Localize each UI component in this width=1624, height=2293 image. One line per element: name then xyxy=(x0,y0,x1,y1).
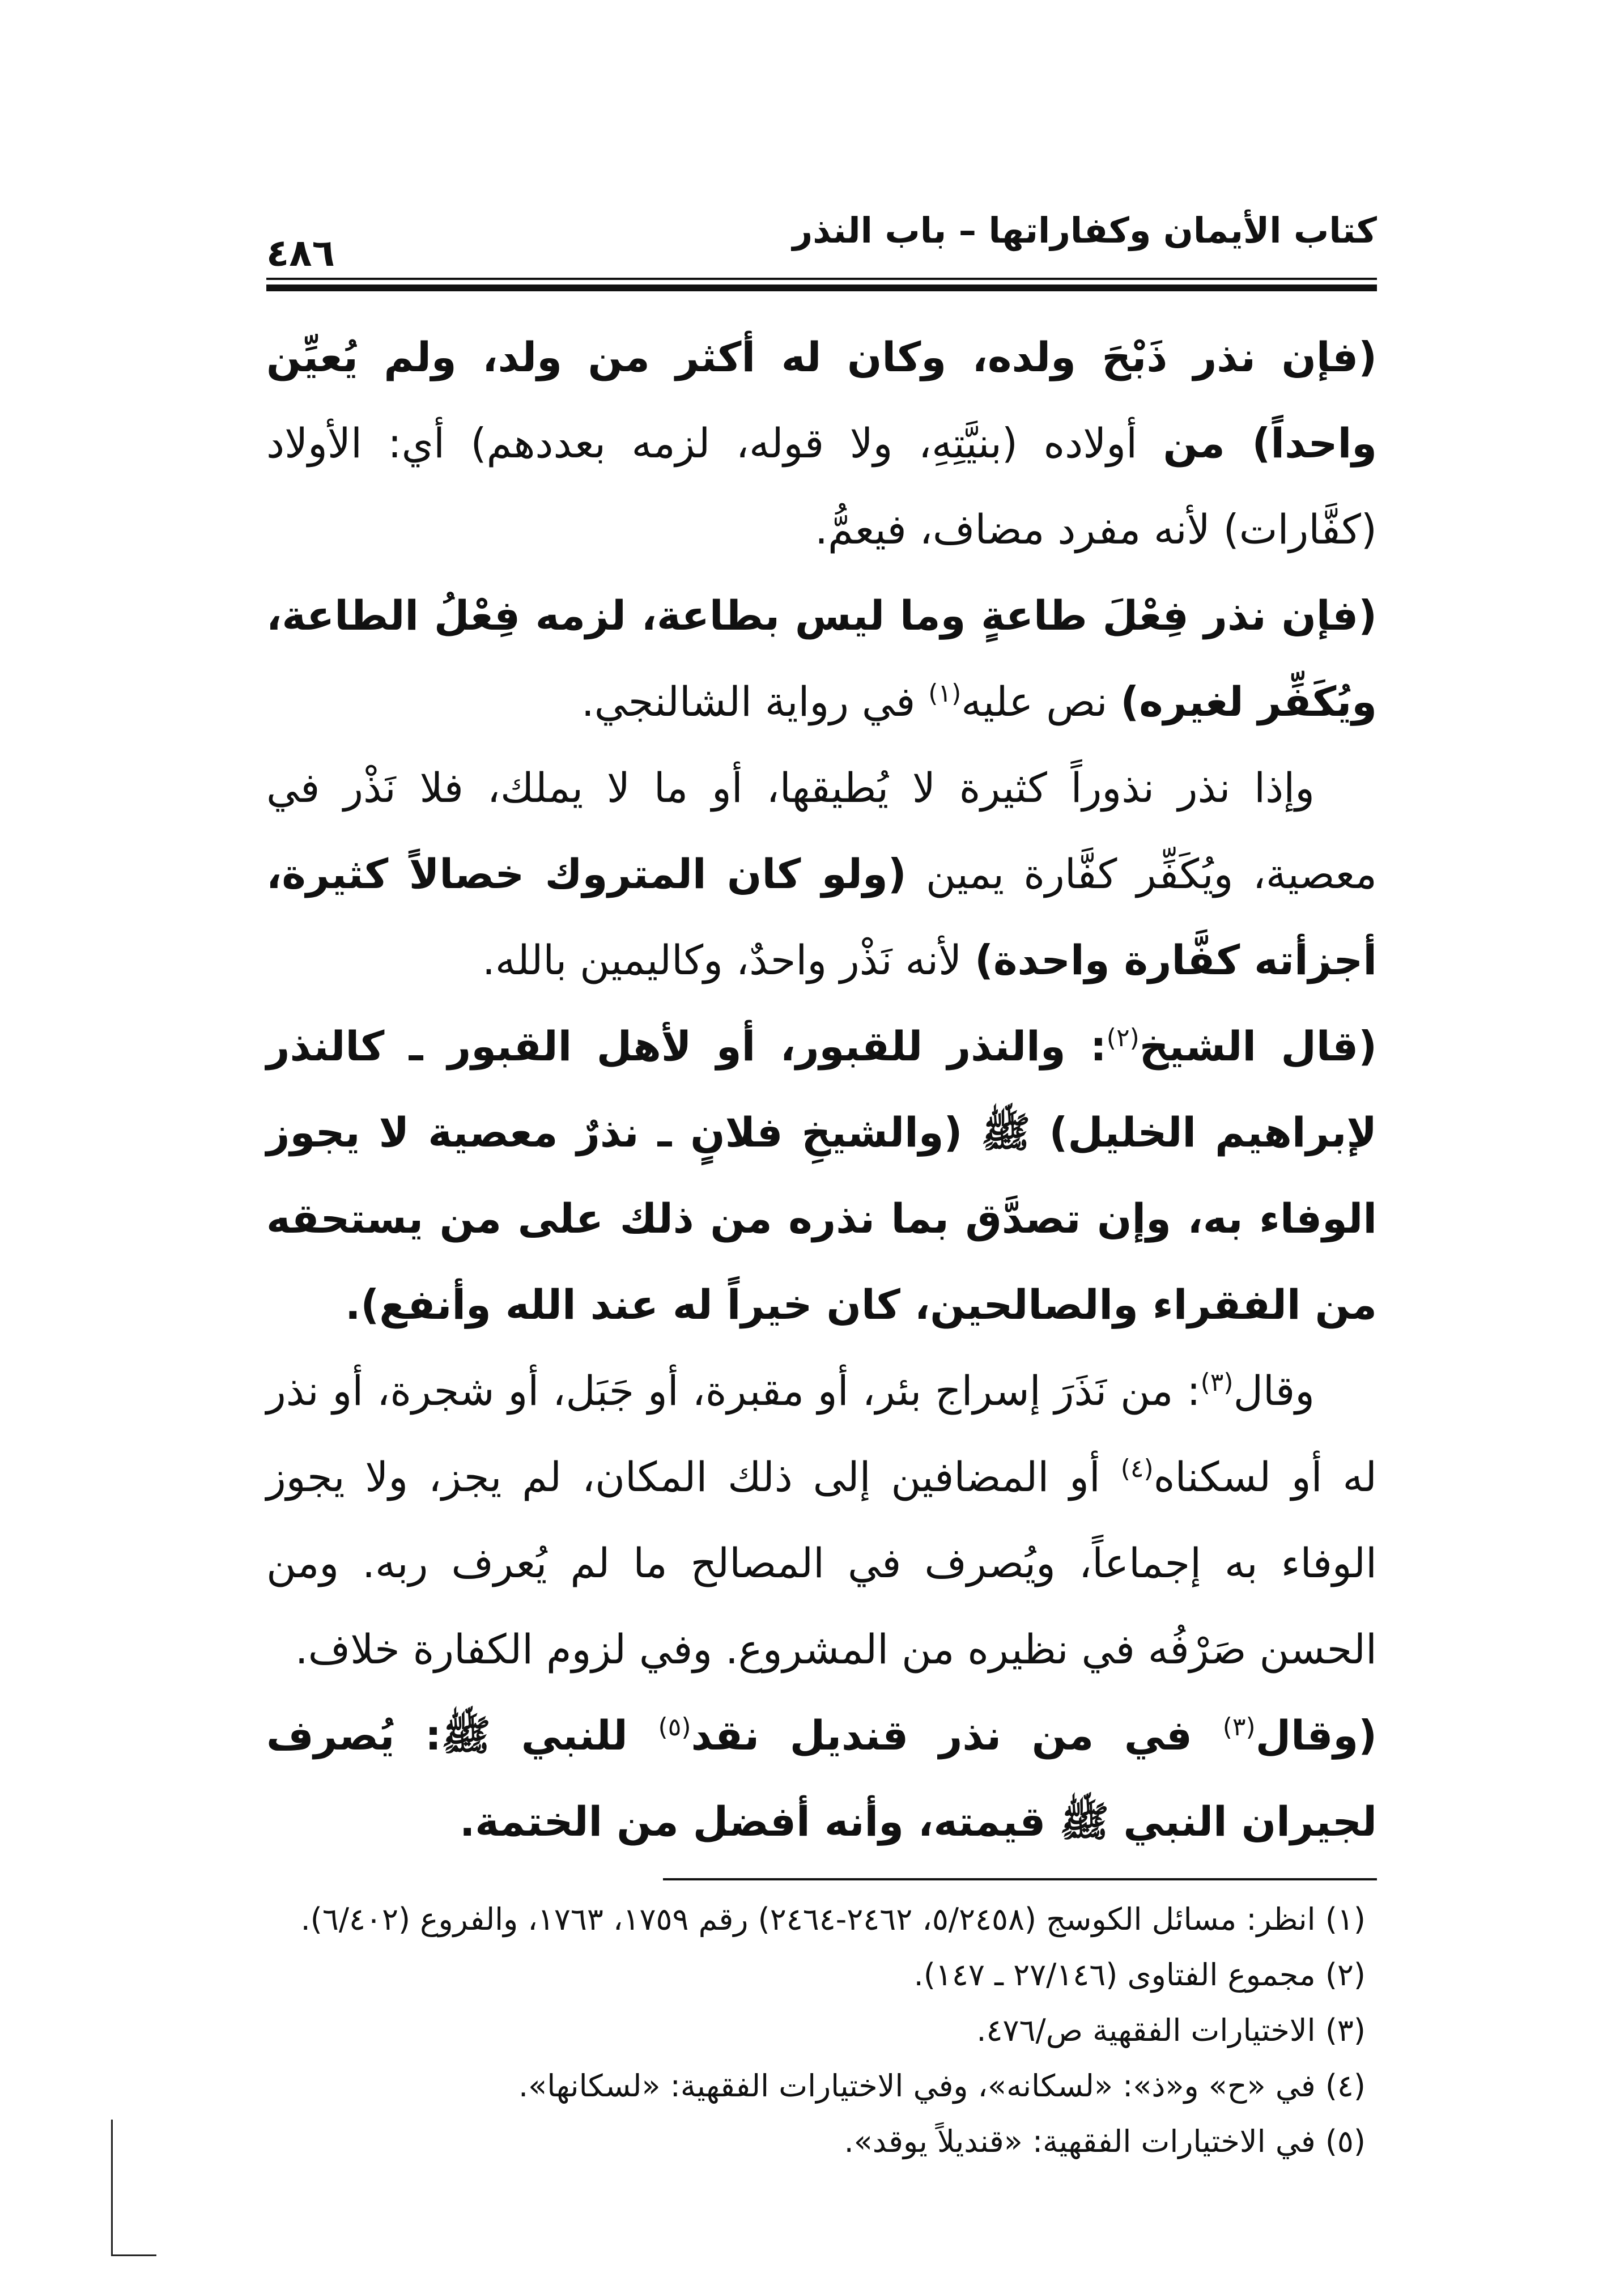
bold-text: في من نذر قنديل نقد xyxy=(691,1712,1223,1759)
bold-text: (وقال xyxy=(1255,1712,1377,1759)
footnote-ref: (٥) xyxy=(658,1713,691,1742)
chapter-title: كتاب الأيمان وكفاراتها – باب النذر xyxy=(792,210,1377,251)
text: أولاده (بنيَّتِهِ، ولا قوله، لزمه بعددهم) أي: الأولاد (كفَّارات) لأنه مفرد مضاف، فيعمُّ. xyxy=(266,419,1377,553)
bold-text: (قال الشيخ xyxy=(1139,1022,1377,1070)
footnote-separator xyxy=(663,1878,1377,1880)
footnote: (٢) مجموع الفتاوى (٢٧/١٤٦ ـ ١٤٧). xyxy=(913,1957,1366,1993)
footnote-ref: (٣) xyxy=(1222,1713,1256,1742)
text: نص عليه xyxy=(961,678,1121,725)
text: وقال xyxy=(1233,1367,1315,1415)
header-rule-thick xyxy=(266,284,1377,291)
bold-text: للنبي ﷺ: يُصرف لجيران النبي ﷺ قيمته، وأنه أفضل من الختمة. xyxy=(266,1712,1377,1845)
scan-margin-foot xyxy=(111,2254,156,2256)
text: لأنه نَذْر واحدٌ، وكاليمين بالله. xyxy=(482,936,975,984)
running-header xyxy=(266,187,1377,275)
text: في رواية الشالنجي. xyxy=(581,678,929,725)
paragraph xyxy=(266,1692,1377,1865)
book-page xyxy=(266,187,1377,2169)
paragraph xyxy=(266,314,1377,572)
text: أو المضافين إلى ذلك المكان، لم يجز، ولا يجوز الوفاء به إجماعاً، ويُصرف في المصالح ما لم يُعرف ربه. ومن الحسن صَرْفُه في نظيره من المشروع. وفي لزوم الكفارة خلاف. xyxy=(266,1453,1377,1673)
footnote: (٤) في «ح» و«ذ»: «لسكانه»، وفي الاختيارات الفقهية: «لسكانها». xyxy=(518,2068,1366,2104)
footnote: (١) انظر: مسائل الكوسج (٥/٢٤٥٨، ٢٤٦٢-٢٤٦٤) رقم ١٧٥٩، ١٧٦٣، والفروع (٦/٤٠٢). xyxy=(300,1901,1366,1937)
paragraph xyxy=(266,1348,1377,1692)
bold-text: (فإن نذر فِعْلَ طاعةٍ وما ليس بطاعة، لزمه فِعْلُ الطاعة، ويُكَفِّر لغيره) xyxy=(266,592,1377,725)
footnotes xyxy=(266,1892,1377,2169)
page-number: ٤٨٦ xyxy=(266,231,335,275)
paragraph xyxy=(266,745,1377,1003)
bold-text: : والنذر للقبور، أو لأهل القبور ـ كالنذر لإبراهيم الخليل) ﷺ (والشيخِ فلانٍ ـ نذرٌ معصية لا يجوز الوفاء به، وإن تصدَّق بما نذره من ذلك على من يستحقه من الفقراء والصالحين، كان خيراً له عند الله وأنفع). xyxy=(266,1022,1377,1328)
bold-text: (ولو كان المتروك خصالاً كثيرة، أجزأته كفَّارة واحدة) xyxy=(266,850,1377,984)
footnote-ref: (١) xyxy=(928,679,962,708)
text: وإذا نذر نذوراً كثيرة لا يُطيقها، أو ما لا يملك، فلا نَذْر في معصية، ويُكَفِّر كفَّارة يمين xyxy=(266,764,1377,898)
footnote-ref: (٣) xyxy=(1200,1368,1234,1397)
main-text xyxy=(266,314,1377,1865)
footnote-ref: (٤) xyxy=(1120,1454,1154,1483)
footnote: (٥) في الاختيارات الفقهية: «قنديلاً يوقد». xyxy=(844,2124,1366,2159)
footnote: (٣) الاختيارات الفقهية ص/٤٧٦. xyxy=(976,2012,1366,2048)
paragraph xyxy=(266,572,1377,745)
footnote-ref: (٢) xyxy=(1106,1024,1140,1052)
header-rule-thin xyxy=(266,278,1377,280)
bold-text: (فإن نذر ذَبْحَ ولده، وكان له أكثر من ولد، ولم يُعيِّن واحداً) من xyxy=(266,333,1378,467)
text: : من نَذَرَ إسراج بئر، أو مقبرة، أو جَبَل، أو شجرة، أو نذر له أو لسكناه xyxy=(266,1367,1377,1501)
scan-margin-line xyxy=(111,2120,113,2256)
paragraph xyxy=(266,1003,1377,1348)
